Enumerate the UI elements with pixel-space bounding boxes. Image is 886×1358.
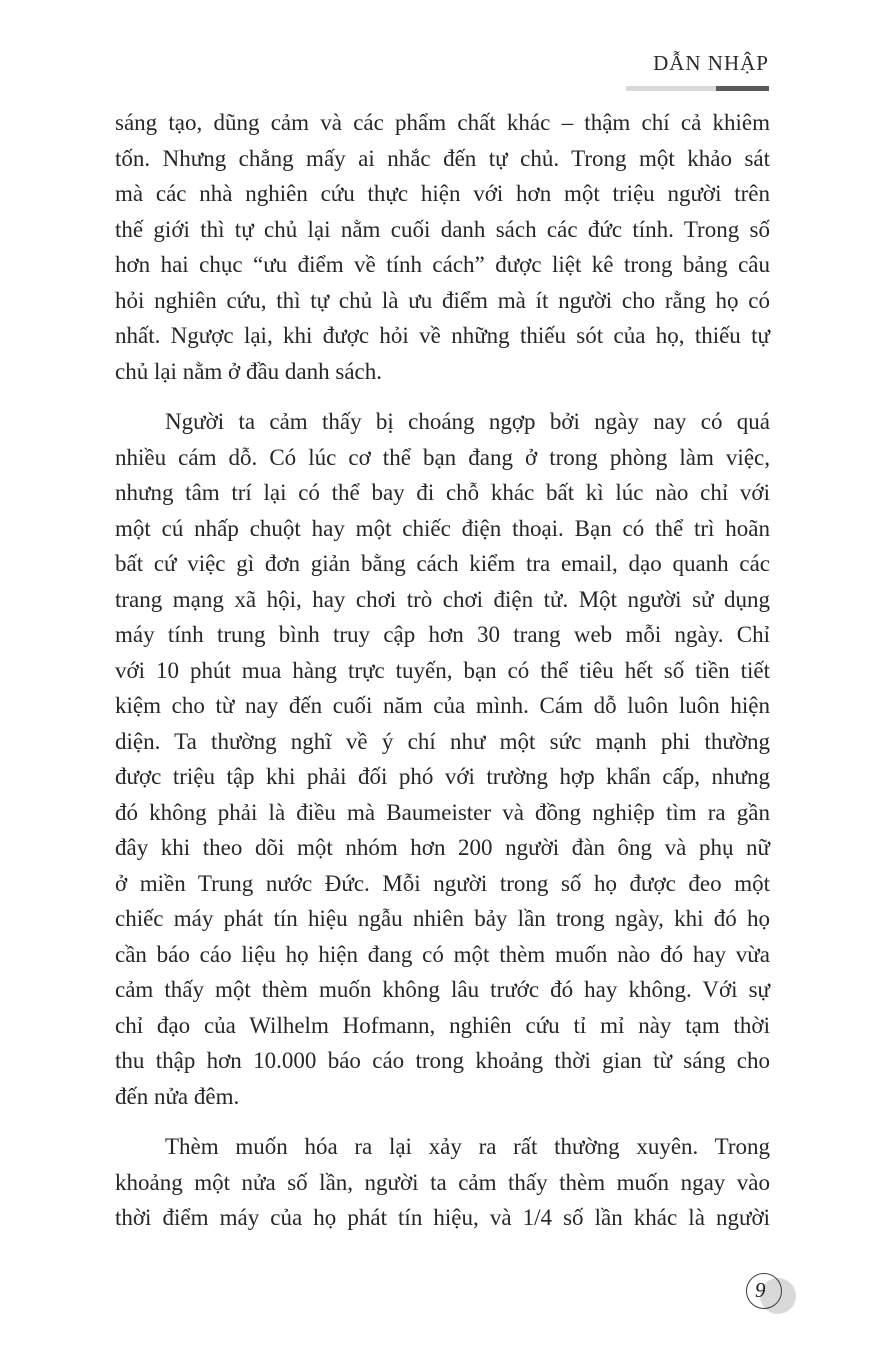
paragraph: [115, 404, 770, 1114]
text-line: hơn hai chục “ưu điểm về tính cách” được liệt kê trong bảng câu: [115, 252, 770, 277]
text-line: máy tính trung bình truy cập hơn 30 trang web mỗi ngày. Chỉ: [115, 622, 770, 647]
header-rule-dark-segment: [716, 86, 769, 91]
paragraph: [115, 1129, 770, 1236]
text-line: đó không phải là điều mà Baumeister và đồng nghiệp tìm ra gần: [115, 799, 770, 825]
text-line: Thèm muốn hóa ra lại xảy ra rất thường xuyên. Trong: [165, 1134, 770, 1159]
text-line: ở miền Trung nước Đức. Mỗi người trong số họ được đeo một: [115, 870, 770, 896]
text-line: sáng tạo, dũng cảm và các phẩm chất khác – thậm chí cả khiêm: [115, 110, 770, 135]
text-line: đây khi theo dõi một nhóm hơn 200 người đàn ông và phụ nữ: [115, 835, 770, 860]
text-line: chủ lại nằm ở đầu danh sách.: [115, 358, 382, 384]
text-line: chiếc máy phát tín hiệu ngẫu nhiên bảy lần trong ngày, khi đó họ: [115, 906, 770, 931]
text-line: khoảng một nửa số lần, người ta cảm thấy thèm muốn ngay vào: [115, 1169, 770, 1195]
text-line: một cú nhấp chuột hay một chiếc điện thoại. Bạn có thể trì hoãn: [115, 515, 770, 541]
text-line: diện. Ta thường nghĩ về ý chí như một sức mạnh phi thường: [115, 728, 770, 754]
text-line: bất cứ việc gì đơn giản bằng cách kiểm tra email, dạo quanh các: [115, 551, 770, 576]
text-line: hỏi nghiên cứu, thì tự chủ là ưu điểm mà ít người cho rằng họ có: [115, 287, 770, 313]
text-line: cảm thấy một thèm muốn không lâu trước đó hay không. Với sự: [115, 977, 770, 1002]
page-number-circle: [746, 1273, 782, 1309]
text-line: thu thập hơn 10.000 báo cáo trong khoảng thời gian từ sáng cho: [115, 1048, 770, 1073]
text-line: trang mạng xã hội, hay chơi trò chơi điện tử. Một người sử dụng: [115, 586, 770, 612]
text-line: nhiều cám dỗ. Có lúc cơ thể bạn đang ở trong phòng làm việc,: [115, 444, 770, 470]
text-line: thế giới thì tự chủ lại nằm cuối danh sách các đức tính. Trong số: [115, 216, 770, 242]
page-number: 9: [755, 1278, 766, 1302]
running-header: [626, 50, 769, 91]
header-rule: [626, 86, 769, 91]
text-line: tốn. Nhưng chẳng mấy ai nhắc đến tự chủ. Trong một khảo sát: [115, 145, 770, 171]
text-line: mà các nhà nghiên cứu thực hiện với hơn một triệu người trên: [115, 181, 770, 206]
text-line: với 10 phút mua hàng trực tuyến, bạn có thể tiêu hết số tiền tiết: [115, 657, 770, 683]
text-line: nhưng tâm trí lại có thể bay đi chỗ khác bất kì lúc nào chỉ với: [115, 480, 770, 505]
page-body: [115, 105, 770, 1236]
text-line: kiệm cho từ nay đến cuối năm của mình. Cám dỗ luôn luôn hiện: [115, 693, 770, 718]
text-line: Người ta cảm thấy bị choáng ngợp bởi ngày nay có quá: [165, 409, 770, 434]
chapter-title: DẪN NHẬP: [653, 51, 769, 75]
text-line: nhất. Ngược lại, khi được hỏi về những thiếu sót của họ, thiếu tự: [115, 323, 770, 348]
paragraph: [115, 105, 770, 389]
text-line: chỉ đạo của Wilhelm Hofmann, nghiên cứu tỉ mỉ này tạm thời: [115, 1012, 770, 1038]
text-line: được triệu tập khi phải đối phó với trường hợp khẩn cấp, nhưng: [115, 764, 770, 789]
header-rule-light-segment: [626, 86, 716, 91]
text-line: cần báo cáo liệu họ hiện đang có một thèm muốn nào đó hay vừa: [115, 941, 770, 967]
text-line: thời điểm máy của họ phát tín hiệu, và 1/4 số lần khác là người: [115, 1205, 770, 1230]
page-number-badge: [746, 1273, 798, 1317]
text-line: đến nửa đêm.: [115, 1083, 240, 1109]
